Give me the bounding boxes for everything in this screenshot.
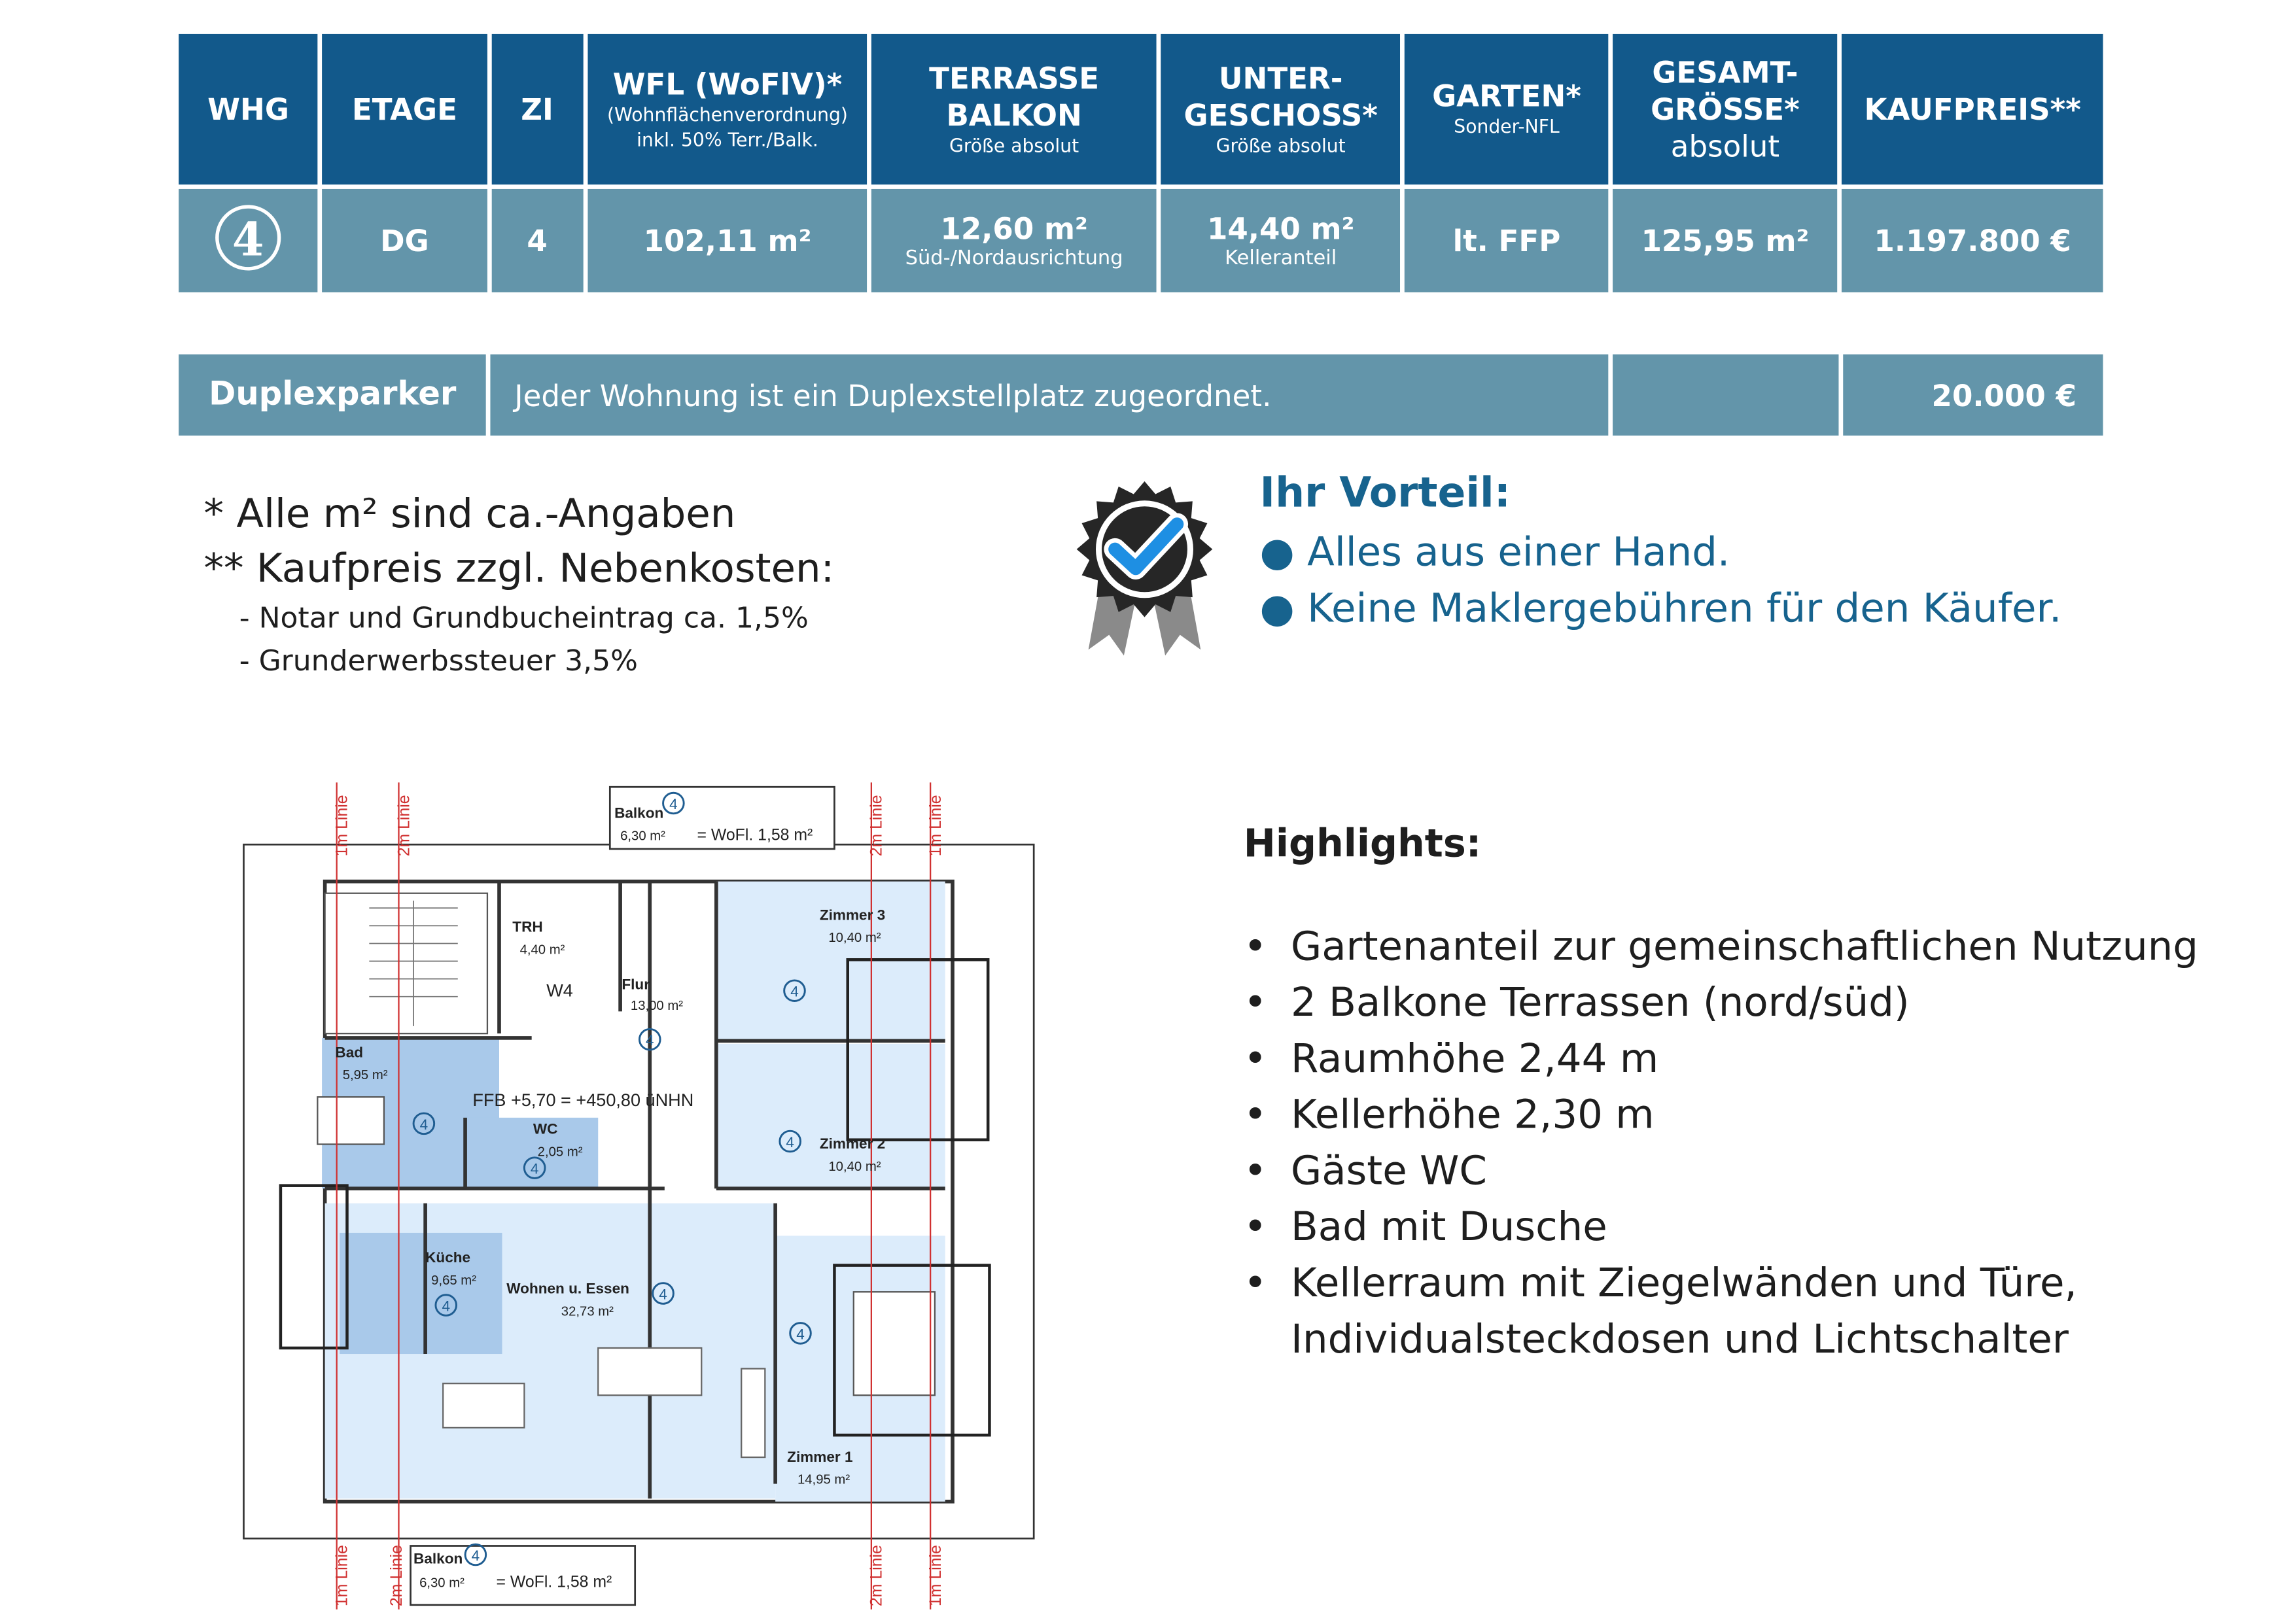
line-label-2m: 2m Linie — [867, 1545, 886, 1607]
highlight-item — [1244, 1144, 2198, 1200]
header-whg: WHG — [179, 34, 318, 184]
unit-number: 4 — [232, 211, 264, 266]
line-label-1m: 1m Linie — [333, 795, 351, 857]
header-garten-sub: Sonder-NFL — [1454, 115, 1560, 138]
line-label-1m: 1m Linie — [926, 795, 945, 857]
balkon-top-area: 6,30 m² — [620, 829, 665, 844]
note-price: ** Kaufpreis zzgl. Nebenkosten: — [203, 546, 835, 593]
parking-description: Jeder Wohnung ist ein Duplexstellplatz zugeordnet. — [491, 354, 1609, 436]
parking-label: Duplexparker — [179, 354, 486, 436]
room-area-wohnen: 32,73 m² — [561, 1304, 614, 1319]
highlight-item — [1244, 1032, 2198, 1088]
unit-marker-label: 4 — [786, 1133, 794, 1150]
header-garten — [1405, 34, 1608, 184]
line-label-2m: 2m Linie — [388, 1545, 406, 1607]
header-etage: ETAGE — [323, 34, 487, 184]
bullet-icon: • — [1243, 924, 1267, 971]
advantage-item: ● Keine Maklergebühren für den Käufer. — [1259, 586, 2062, 632]
unit-marker-label: 4 — [530, 1160, 539, 1177]
w4-label: W4 — [546, 980, 573, 1001]
room-name-wohnen: Wohnen u. Essen — [506, 1280, 629, 1297]
bullet-icon: • — [1243, 1092, 1267, 1139]
advantage-item: ● Alles aus einer Hand. — [1259, 530, 1730, 576]
cell-whg — [179, 189, 318, 292]
balkon-bottom-wofl: = WoFl. 1,58 m² — [496, 1573, 612, 1591]
bullet-icon: • — [1243, 1149, 1267, 1195]
room-name-kueche: Küche — [425, 1249, 471, 1266]
parking-row — [179, 354, 2103, 436]
dining-table — [443, 1383, 524, 1428]
header-ug-1: UNTER- — [1218, 60, 1343, 96]
highlight-text: Kellerhöhe 2,30 m — [1290, 1092, 1655, 1139]
highlight-item — [1244, 1200, 2198, 1256]
header-terrasse-1: TERRASSE — [929, 60, 1100, 96]
highlight-text: Raumhöhe 2,44 m — [1290, 1036, 1659, 1082]
cell-gesamt: 125,95 m² — [1613, 189, 1838, 292]
sofa — [598, 1348, 701, 1395]
highlights — [1244, 822, 2198, 1368]
cell-untergeschoss — [1161, 189, 1401, 292]
table-row — [179, 189, 2103, 292]
highlight-item — [1244, 1256, 2198, 1313]
bullet-icon: • — [1243, 980, 1267, 1026]
check-seal-icon — [1071, 475, 1219, 659]
highlight-text: Gäste WC — [1290, 1149, 1487, 1195]
highlight-text: 2 Balkone Terrassen (nord/süd) — [1290, 980, 1910, 1026]
header-wfl-sub2: inkl. 50% Terr./Balk. — [637, 128, 818, 150]
unit-marker-label: 4 — [645, 1032, 654, 1049]
kueche-fill — [340, 1233, 502, 1354]
bullet-icon: • — [1243, 1205, 1267, 1251]
header-wfl — [587, 34, 867, 184]
unit-marker-label: 4 — [659, 1286, 667, 1303]
unit-marker-label: 4 — [419, 1116, 429, 1133]
header-wfl-sub1: (Wohnflächenverordnung) — [607, 103, 848, 126]
unit-marker-label: 4 — [796, 1326, 805, 1343]
sideboard — [741, 1369, 765, 1457]
parking-empty-cell — [1613, 354, 1838, 436]
unit-marker-label: 4 — [669, 796, 678, 813]
unit-marker-label: 4 — [471, 1547, 480, 1564]
cell-terrasse-value: 12,60 m² — [940, 211, 1088, 247]
line-label-2m: 2m Linie — [395, 795, 413, 857]
line-label-2m: 2m Linie — [867, 795, 886, 857]
balkon-top-wofl: = WoFl. 1,58 m² — [697, 826, 813, 844]
room-area-trh: 4,40 m² — [519, 942, 565, 958]
bed — [854, 1292, 935, 1395]
cell-ug-value: 14,40 m² — [1207, 211, 1355, 247]
header-gesamt-sub: absolut — [1670, 128, 1780, 164]
unit-marker-label: 4 — [790, 983, 799, 1000]
highlight-item — [1244, 920, 2198, 976]
unit-number-badge — [213, 201, 283, 272]
highlight-item — [1244, 976, 2198, 1032]
price-table — [174, 29, 2107, 297]
header-gesamt-1: GESAMT- — [1652, 54, 1798, 90]
bullet-icon: • — [1243, 1036, 1267, 1082]
header-garten-title: GARTEN* — [1432, 78, 1581, 114]
room-name-flur: Flur — [622, 976, 650, 993]
unit-marker-label: 4 — [442, 1298, 451, 1315]
header-wfl-title: WFL (WoFlV)* — [612, 67, 843, 103]
parking-price: 20.000 € — [1843, 354, 2103, 436]
room-area-zimmer3: 10,40 m² — [828, 931, 881, 946]
room-area-bad: 5,95 m² — [342, 1068, 388, 1083]
header-zi: ZI — [491, 34, 583, 184]
room-area-zimmer1: 14,95 m² — [797, 1472, 850, 1487]
floor-plan — [236, 775, 1041, 1617]
price-notes — [204, 487, 835, 682]
cell-kaufpreis: 1.197.800 € — [1842, 189, 2103, 292]
room-name-zimmer2: Zimmer 2 — [819, 1135, 886, 1152]
highlights-list — [1244, 920, 2198, 1368]
highlight-text: Kellerraum mit Ziegelwänden und Türe, — [1290, 1260, 2077, 1307]
highlight-text: Bad mit Dusche — [1290, 1205, 1607, 1251]
room-area-kueche: 9,65 m² — [431, 1273, 476, 1288]
bathtub — [317, 1097, 384, 1144]
parking-table — [174, 350, 2107, 440]
level-label: FFB +5,70 = +450,80 üNHN — [472, 1089, 694, 1110]
staircase — [325, 893, 487, 1033]
cell-etage: DG — [323, 189, 487, 292]
balkon-bottom-name: Balkon — [413, 1550, 463, 1567]
note-notary: - Notar und Grundbucheintrag ca. 1,5% — [239, 600, 809, 635]
line-label-1m: 1m Linie — [333, 1545, 351, 1607]
highlight-item-continued — [1244, 1313, 2198, 1369]
room-area-flur: 13,00 m² — [630, 999, 684, 1014]
header-terrasse-sub: Größe absolut — [949, 134, 1079, 157]
bullet-icon: • — [1243, 1260, 1267, 1307]
room-name-trh: TRH — [512, 918, 543, 935]
advantage-box — [1260, 468, 2062, 638]
note-tax: - Grunderwerbssteuer 3,5% — [239, 644, 638, 678]
header-ug-sub: Größe absolut — [1216, 134, 1346, 157]
room-area-zimmer2: 10,40 m² — [828, 1160, 881, 1175]
balkon-top-name: Balkon — [614, 804, 664, 821]
cell-terrasse — [872, 189, 1157, 292]
header-kaufpreis: KAUFPREIS** — [1842, 34, 2103, 184]
room-area-wc: 2,05 m² — [537, 1145, 583, 1160]
room-name-zimmer1: Zimmer 1 — [787, 1448, 853, 1465]
cell-wfl: 102,11 m² — [587, 189, 867, 292]
cell-ug-sub: Kelleranteil — [1225, 246, 1337, 270]
room-name-bad: Bad — [335, 1044, 364, 1061]
highlights-title: Highlights: — [1243, 822, 1482, 867]
header-gesamt-2: GRÖSSE* — [1651, 90, 1800, 127]
header-ug-2: GESCHOSS* — [1183, 97, 1378, 133]
header-terrasse — [872, 34, 1157, 184]
table-header-row — [179, 34, 2103, 184]
room-name-zimmer3: Zimmer 3 — [819, 907, 886, 924]
cell-terrasse-sub: Süd-/Nordausrichtung — [905, 246, 1123, 270]
advantage-title: Ihr Vorteil: — [1259, 468, 1511, 517]
balkon-bottom-area: 6,30 m² — [419, 1576, 464, 1591]
note-area: * Alle m² sind ca.-Angaben — [203, 491, 736, 538]
header-gesamt — [1613, 34, 1838, 184]
header-terrasse-2: BALKON — [946, 97, 1082, 133]
highlight-text: Individualsteckdosen und Lichtschalter — [1290, 1317, 2069, 1363]
cell-garten: lt. FFP — [1405, 189, 1608, 292]
highlight-text: Gartenanteil zur gemeinschaftlichen Nutzung — [1290, 924, 2199, 971]
room-name-wc: WC — [533, 1120, 558, 1137]
cell-zi: 4 — [491, 189, 583, 292]
highlight-item — [1244, 1088, 2198, 1145]
header-untergeschoss — [1161, 34, 1401, 184]
line-label-1m: 1m Linie — [926, 1545, 945, 1607]
